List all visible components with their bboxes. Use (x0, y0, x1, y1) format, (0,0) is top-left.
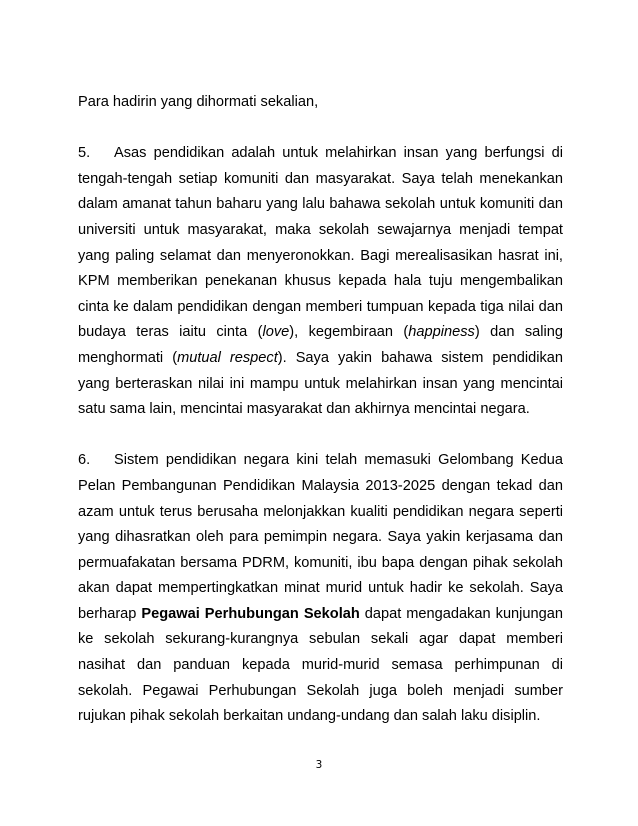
paragraph-text: Asas pendidikan adalah untuk melahirkan insan yang berfungsi di tengah-tengah setiap komuniti dan masyarakat. Saya telah menekankan dalam amanat tahun baharu yang lalu bahawa sekolah untuk komuniti dan universiti untuk masyarakat, maka sekolah sewajarnya menjadi tempat yang paling selamat dan menyeronokkan. Bagi merealisasikan hasrat ini, KPM memberikan penekanan khusus kepada hala tuju mengembalikan cinta ke dalam pendidikan dengan memberi tumpuan kepada tiga nilai dan budaya teras iaitu cinta ( (78, 145, 563, 341)
italic-term-happiness: happiness (408, 324, 475, 341)
paragraph-text: ). Saya yakin bahawa sistem pendidikan yang berteraskan nilai ini mampu untuk melahirkan insan yang mencintai satu sama lain, mencintai masyarakat dan akhirnya mencintai negara. (78, 349, 563, 418)
paragraph-number: 5. (78, 145, 91, 162)
page-number: 3 (315, 759, 323, 771)
paragraph-number: 6. (78, 452, 91, 469)
paragraph-text: dapat mengadakan kunjungan ke sekolah sekurang-kurangnya sebulan sekali agar dapat memberi nasihat dan panduan kepada murid-murid semasa perhimpunan di sekolah. Pegawai Perhubungan Sekolah juga boleh menjadi sumber rujukan pihak sekolah berkaitan undang-undang dan salah laku disiplin. (78, 605, 563, 725)
salutation: Para hadirin yang dihormati sekalian, (78, 94, 319, 110)
paragraph-text: ), kegembiraan ( (289, 324, 409, 341)
document-page (78, 90, 563, 755)
paragraph-text: Sistem pendidikan negara kini telah memasuki Gelombang Kedua Pelan Pembangunan Pendidikan Malaysia 2013-2025 dengan tekad dan azam untuk terus berusaha melonjakkan kualiti pendidikan negara seperti yang dihasratkan oleh para pemimpin negara. Saya yakin kerjasama dan permuafakatan bersama PDRM, komuniti, ibu bapa dengan pihak sekolah akan dapat mempertingkatkan minat murid untuk hadir ke sekolah. Saya berharap (78, 452, 563, 622)
paragraph-6 (78, 448, 563, 730)
paragraph-5 (78, 141, 563, 423)
italic-term-love: love (262, 324, 290, 341)
italic-term-mutual-respect: mutual respect (177, 349, 278, 366)
paragraph-text: ) dan saling menghormati ( (78, 324, 563, 366)
bold-term-pegawai-perhubungan-sekolah: Pegawai Perhubungan Sekolah (141, 605, 360, 622)
